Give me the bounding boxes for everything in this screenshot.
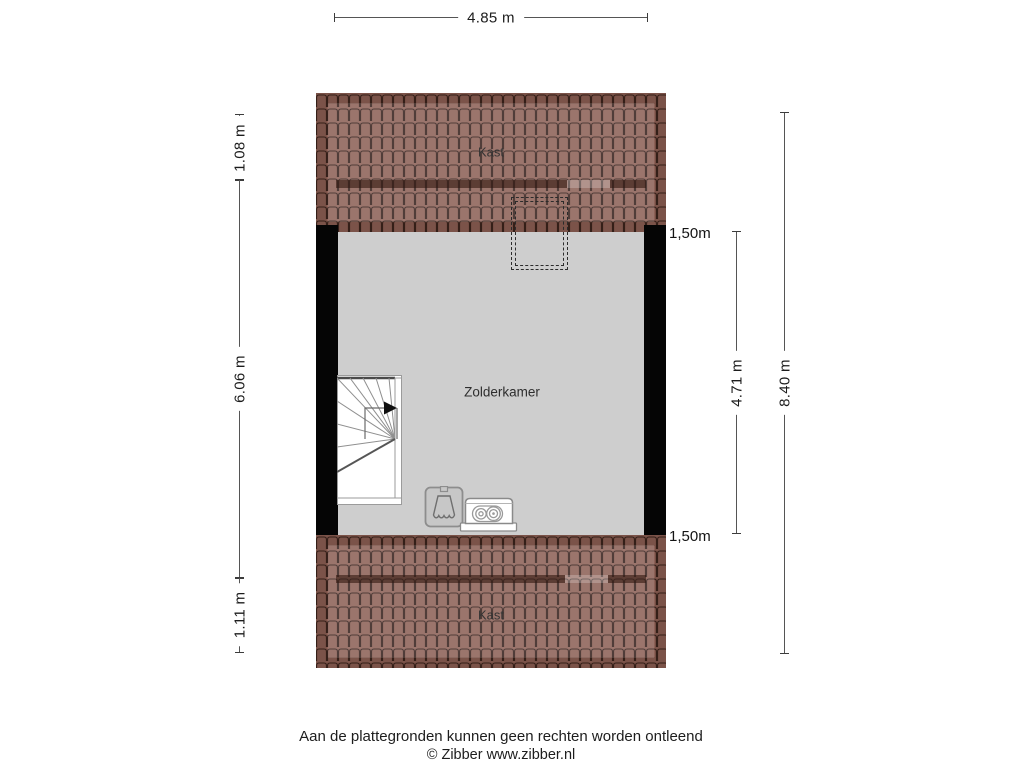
purlin-beam-top-right	[610, 180, 646, 188]
dim-right-room	[728, 232, 745, 533]
box-notch	[441, 487, 448, 492]
closet-top-label: Kast	[477, 144, 505, 160]
roof-highlight-top	[328, 103, 654, 222]
boiler-unit-icon	[459, 495, 519, 533]
stair-bottom-strip	[338, 498, 402, 505]
roof-tiles-bottom-icon	[316, 535, 666, 668]
roof-hatch-inner-outline	[515, 201, 564, 266]
purlin-gap-bottom	[565, 575, 608, 583]
dim-left-lower-label: 1.11 m	[230, 584, 249, 647]
purlin-beam-bottom-right	[608, 575, 646, 583]
footer-credit: © Zibber www.zibber.nl	[426, 747, 576, 764]
purlin-beam-bottom-left	[336, 575, 565, 583]
dim-left-upper-label: 1.08 m	[230, 116, 249, 180]
purlin-beam-top-left	[336, 180, 567, 188]
dim-left-lower	[231, 578, 248, 652]
roof-area-bottom	[316, 535, 666, 668]
wall-left	[316, 225, 338, 538]
dim-right-total	[776, 113, 793, 653]
dim-top-width-label: 4.85 m	[458, 9, 524, 26]
roof-hatch-dashed-outline-icon	[511, 197, 568, 270]
dim-left-upper	[231, 115, 248, 180]
dim-top-width	[335, 9, 647, 26]
wall-right	[644, 225, 666, 538]
dim-left-middle	[231, 180, 248, 578]
stair-railing	[395, 378, 402, 502]
boiler-dial-right-dot	[492, 512, 495, 515]
box-outline	[426, 488, 463, 527]
dim-right-total-label: 8.40 m	[775, 351, 794, 415]
headroom-label-bottom: 1,50m	[669, 528, 711, 545]
room-label: Zolderkamer	[464, 384, 540, 400]
ventilation-box-icon	[424, 486, 464, 528]
closet-bottom-label: Kast	[477, 607, 505, 623]
dim-right-room-label: 4.71 m	[727, 351, 746, 415]
roof-highlight-bottom	[328, 545, 654, 658]
dim-left-middle-label: 6.06 m	[230, 347, 249, 411]
headroom-label-top: 1,50m	[669, 225, 711, 242]
roof-tiles-top-icon	[316, 93, 666, 232]
staircase-icon	[337, 375, 402, 505]
footer-disclaimer: Aan de plattegronden kunnen geen rechten worden ontleend	[299, 728, 703, 745]
footer	[299, 727, 703, 765]
purlin-gap-top	[567, 180, 610, 188]
roof-area-top	[316, 93, 666, 232]
